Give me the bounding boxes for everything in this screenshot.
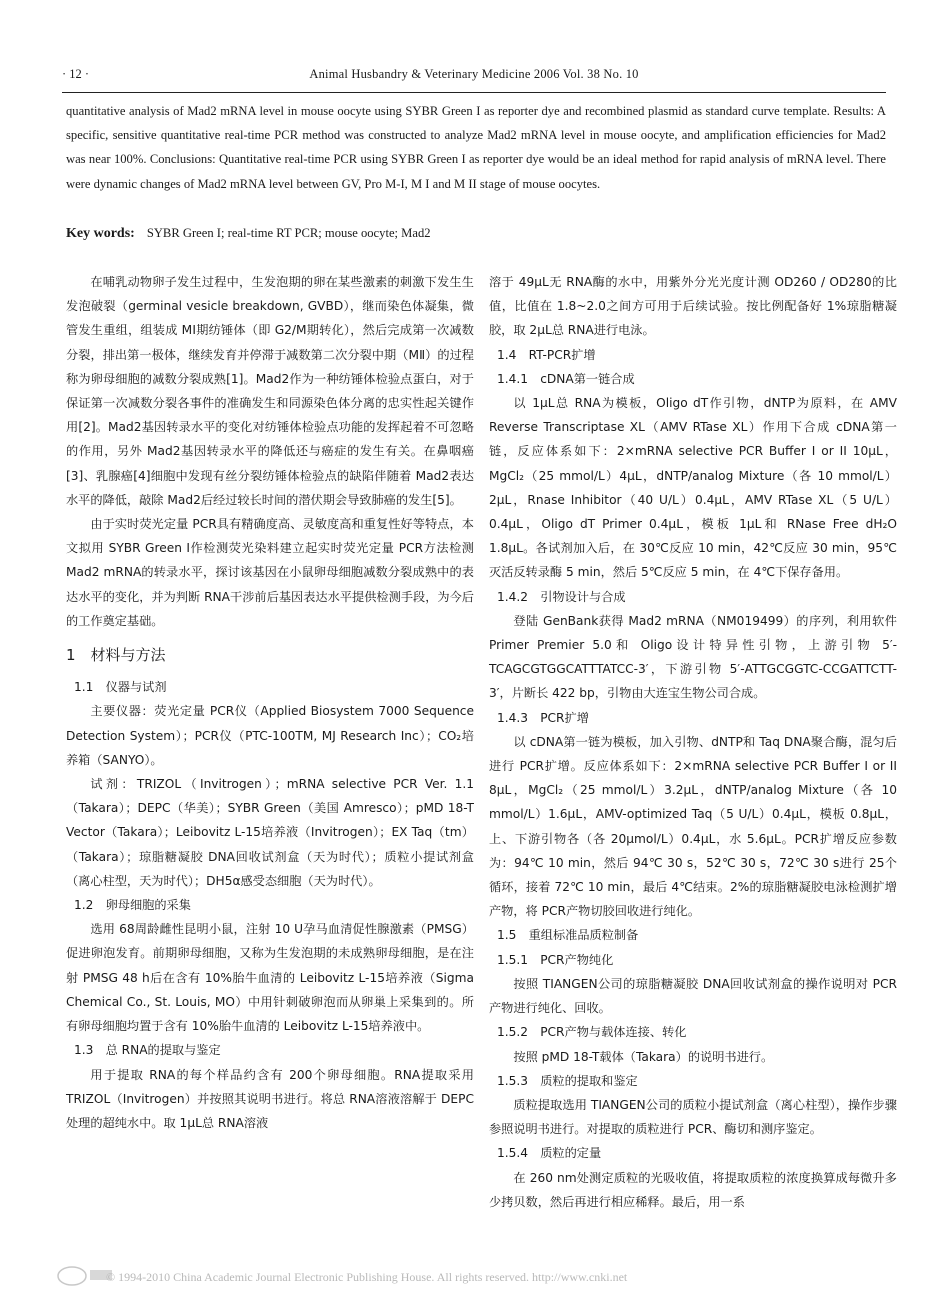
header-divider xyxy=(62,92,886,93)
subsection-heading: 1.5.2 PCR产物与载体连接、转化 xyxy=(497,1025,687,1040)
page-number: · 12 · xyxy=(62,67,90,81)
paragraph: 以 1μL总 RNA为模板，Oligo dT作引物，dNTP为原料，在 AMV Reverse Transcriptase XL（AMV RTase XL）作用下合成 cDNA第一链，反应体系如下：2×mRNA selective PCR Buffer I or II 10μL，MgCl₂（25 mmol/L）4μL，dNTP/analog Mixture（各 10 mmol/L）2μL，Rnase Inhibitor（40 U/L）0.4μL，AMV RTase XL（5 U/L）0.4μL，Oligo dT Primer 0.4μL，模板 1μL和 RNase Free dH₂O 1.8μL。各试剂加入后，在 30℃反应 10 min，42℃反应 30 min，95℃灭活反转录酶 5 min，然后 5℃反应 5 min，在 4℃下保存备用。 xyxy=(489,396,897,580)
subsection-heading: 1.5.1 PCR产物纯化 xyxy=(497,952,614,967)
subsection-heading: 1.4.2 引物设计与合成 xyxy=(497,589,626,604)
paragraph: 按照 pMD 18-T载体（Takara）的说明书进行。 xyxy=(513,1049,774,1064)
subsection-heading: 1.2 卵母细胞的采集 xyxy=(74,898,191,913)
section-heading: 1 材料与方法 xyxy=(66,646,166,665)
paragraph: 选用 68周龄雌性昆明小鼠，注射 10 U孕马血清促性腺激素（PMSG）促进卵泡发育。前期卵母细胞，又称为生发泡期的未成熟卵母细胞，是在注射 PMSG 48 h后在含有 10%胎牛血清的 Leibovitz L-15培养液（Sigma Chemical Co., St. Louis, MO）中用针刺破卵泡而从卵巢上采集到的。所有卵母细胞均置于含有 10%胎牛血清的 Leibovitz L-15培养液中。 xyxy=(66,922,474,1034)
paragraph: 以 cDNA第一链为模板，加入引物、dNTP和 Taq DNA聚合酶，混匀后进行 PCR扩增。反应体系如下：2×mRNA selective PCR Buffer I or II 8μL，MgCl₂（25 mmol/L）3.2μL，dNTP/analog Mixture（各 10 mmol/L）1.6μL，AMV-optimized Taq（5 U/L）0.4μL，模板 0.8μL，上、下游引物各（各 20μmol/L）0.4μL，水 5.6μL。PCR扩增反应参数为：94℃ 10 min，然后 94℃ 30 s，52℃ 30 s，72℃ 30 s进行 25个循环，接着 72℃ 10 min，最后 4℃结束。2%的琼脂糖凝胶电泳检测扩增产物，将 PCR产物切胶回收进行纯化。 xyxy=(489,734,897,919)
paragraph: 在 260 nm处测定质粒的光吸收值，将提取质粒的浓度换算成每微升多少拷贝数，然后再进行相应稀释。最后，用一系 xyxy=(489,1170,897,1209)
abstract-text: quantitative analysis of Mad2 mRNA level in mouse oocyte using SYBR Green I as reporter dye and recombined plasmid as standard curve template. Results: A specific, sensitive quantitative real-time PCR method was constructed to analyze Mad2 mRNA level in mouse oocyte, and amplification efficiencies for Mad2 was near 100%. Conclusions: Quantitative real-time PCR using SYBR Green I as reporter dye would be an ideal method for rapid analysis of mRNA level. There were dynamic changes of Mad2 mRNA level between GV, Pro M-I, M I and M II stage of mouse oocytes. xyxy=(66,104,886,191)
intro-paragraph-2: 由于实时荧光定量 PCR具有精确度高、灵敏度高和重复性好等特点，本文拟用 SYBR Green I作检测荧光染料建立起实时荧光定量 PCR方法检测 Mad2 mRNA的转录水平，探讨该基因在小鼠卵母细胞减数分裂成熟中的表达水平的变化，并为判断 RNA干涉前后基因表达水平提供检测手段，为今后的工作奠定基础。 xyxy=(66,517,474,628)
keywords xyxy=(66,226,886,242)
subsection-heading: 1.4.3 PCR扩增 xyxy=(497,710,589,725)
subsection-heading: 1.4 RT-PCR扩增 xyxy=(497,347,596,362)
keywords-text: SYBR Green I; real-time RT PCR; mouse oocyte; Mad2 xyxy=(146,226,431,240)
copyright-text: © 1994-2010 China Academic Journal Electronic Publishing House. All rights reserved. http://www.cnki.net xyxy=(106,1270,628,1284)
keywords-label: Key words: xyxy=(66,226,135,241)
paragraph: 主要仪器：荧光定量 PCR仪（Applied Biosystem 7000 Sequence Detection System）；PCR仪（PTC-100TM, MJ Research Inc）；CO₂培养箱（SANYO）。 xyxy=(66,704,474,767)
subsection-heading: 1.1 仪器与试剂 xyxy=(74,680,167,695)
subsection-heading: 1.4.1 cDNA第一链合成 xyxy=(497,371,635,386)
footer xyxy=(40,1262,910,1290)
paragraph: 溶于 49μL无 RNA酶的水中，用紫外分光光度计测 OD260 / OD280的比值，比值在 1.8~2.0之间方可用于后续试验。按比例配备好 1%琼脂糖凝胶，取 2μL总 RNA进行电泳。 xyxy=(489,275,897,338)
subsection-heading: 1.5 重组标准品质粒制备 xyxy=(497,928,639,943)
paragraph: 试剂：TRIZOL（Invitrogen）；mRNA selective PCR Ver. 1.1（Takara）；DEPC（华美）；SYBR Green（美国 Amresco）；pMD 18-T Vector（Takara）；Leibovitz L-15培养液（Invitrogen）；EX Taq（tm）（Takara）；琼脂糖凝胶 DNA回收试剂盒（天为时代）；质粒小提试剂盒（离心柱型，天为时代）；DH5α感受态细胞（天为时代）。 xyxy=(66,777,474,888)
paragraph: 质粒提取选用 TIANGEN公司的质粒小提试剂盒（离心柱型），操作步骤参照说明书进行。对提取的质粒进行 PCR、酶切和测序鉴定。 xyxy=(489,1097,897,1137)
paragraph: 按照 TIANGEN公司的琼脂糖凝胶 DNA回收试剂盒的操作说明对 PCR产物进行纯化、回收。 xyxy=(489,976,897,1016)
left-column xyxy=(66,270,474,1135)
page-header xyxy=(62,64,886,86)
right-column xyxy=(489,270,897,1214)
subsection-heading: 1.3 总 RNA的提取与鉴定 xyxy=(74,1043,221,1058)
paragraph: 用于提取 RNA的每个样品约含有 200个卵母细胞。RNA提取采用 TRIZOL（Invitrogen）并按照其说明书进行。将总 RNA溶液溶解于 DEPC处理的超纯水中。取 1μL总 RNA溶液 xyxy=(66,1067,474,1130)
intro-paragraph-1: 在哺乳动物卵子发生过程中，生发泡期的卵在某些激素的刺激下发生生发泡破裂（germinal vesicle breakdown, GVBD），继而染色体凝集，微管发生重组，组装成 MⅠ期纺锤体（即 G2/M期转化），然后完成第一次减数分裂，排出第一极体，继续发育并停滞于减数第二次分裂中期（MⅡ）的过程称为卵母细胞的减数分裂成熟[1]。Mad2作为一种纺锤体检验点蛋白，对于保证第一次减数分裂各事件的准确发生和同源染色体分离的忠实性起关键作用[2]。Mad2基因转录水平的变化对纺锤体检验点功能的发挥起着不可忽略的作用，另外 Mad2基因转录水平的降低还与癌症的发生有关。在鼻咽癌[3]、乳腺癌[4]细胞中发现有丝分裂纺锤体检验点的缺陷伴随着 Mad2表达水平的降低，敲除 Mad2后经过较长时间的潜伏期会导致肺癌的发生[5]。 xyxy=(66,275,474,507)
paragraph: 登陆 GenBank获得 Mad2 mRNA（NM019499）的序列，利用软件 Primer Premier 5.0和 Oligo设计特异性引物，上游引物 5′-TCAGCGTGGCATTTATCC-3′，下游引物 5′-ATTGCGGTC-CCGATTCTT-3′，片断长 422 bp，引物由大连宝生物公司合成。 xyxy=(489,613,897,701)
journal-line: Animal Husbandry & Veterinary Medicine 2006 Vol. 38 No. 10 xyxy=(309,67,639,81)
subsection-heading: 1.5.3 质粒的提取和鉴定 xyxy=(497,1073,638,1088)
subsection-heading: 1.5.4 质粒的定量 xyxy=(497,1146,602,1161)
